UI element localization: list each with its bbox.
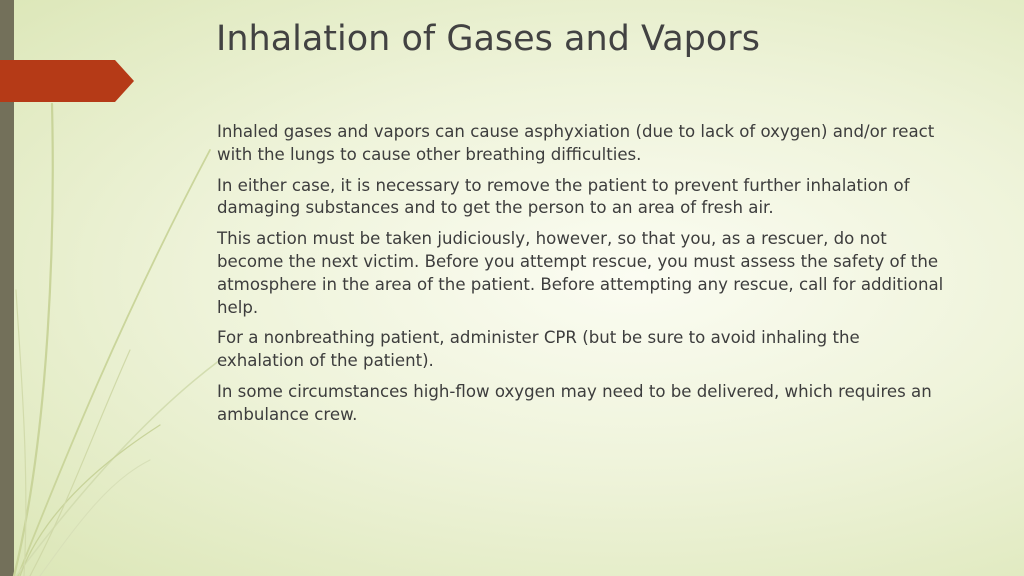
slide-title: Inhalation of Gases and Vapors — [216, 19, 760, 59]
body-paragraph: In either case, it is necessary to remove the patient to prevent further inhalation of damaging substances and to get the person to an area of fresh air. — [217, 175, 910, 218]
body-paragraph: For a nonbreathing patient, administer CPR (but be sure to avoid inhaling the exhalation of the patient). — [217, 328, 860, 371]
body-paragraph: In some circumstances high-flow oxygen may need to be delivered, which requires an ambulance crew. — [217, 381, 932, 424]
title-accent-arrow — [0, 60, 134, 102]
body-paragraph: This action must be taken judiciously, however, so that you, as a rescuer, do not become the next victim. Before you attempt rescue, you must assess the safety of the atmosphere in the area of the patient. Before attempting any rescue, call for additional help. — [217, 229, 944, 317]
slide-body — [217, 121, 947, 435]
body-paragraph: Inhaled gases and vapors can cause asphyxiation (due to lack of oxygen) and/or react with the lungs to cause other breathing difficulties. — [217, 122, 935, 164]
